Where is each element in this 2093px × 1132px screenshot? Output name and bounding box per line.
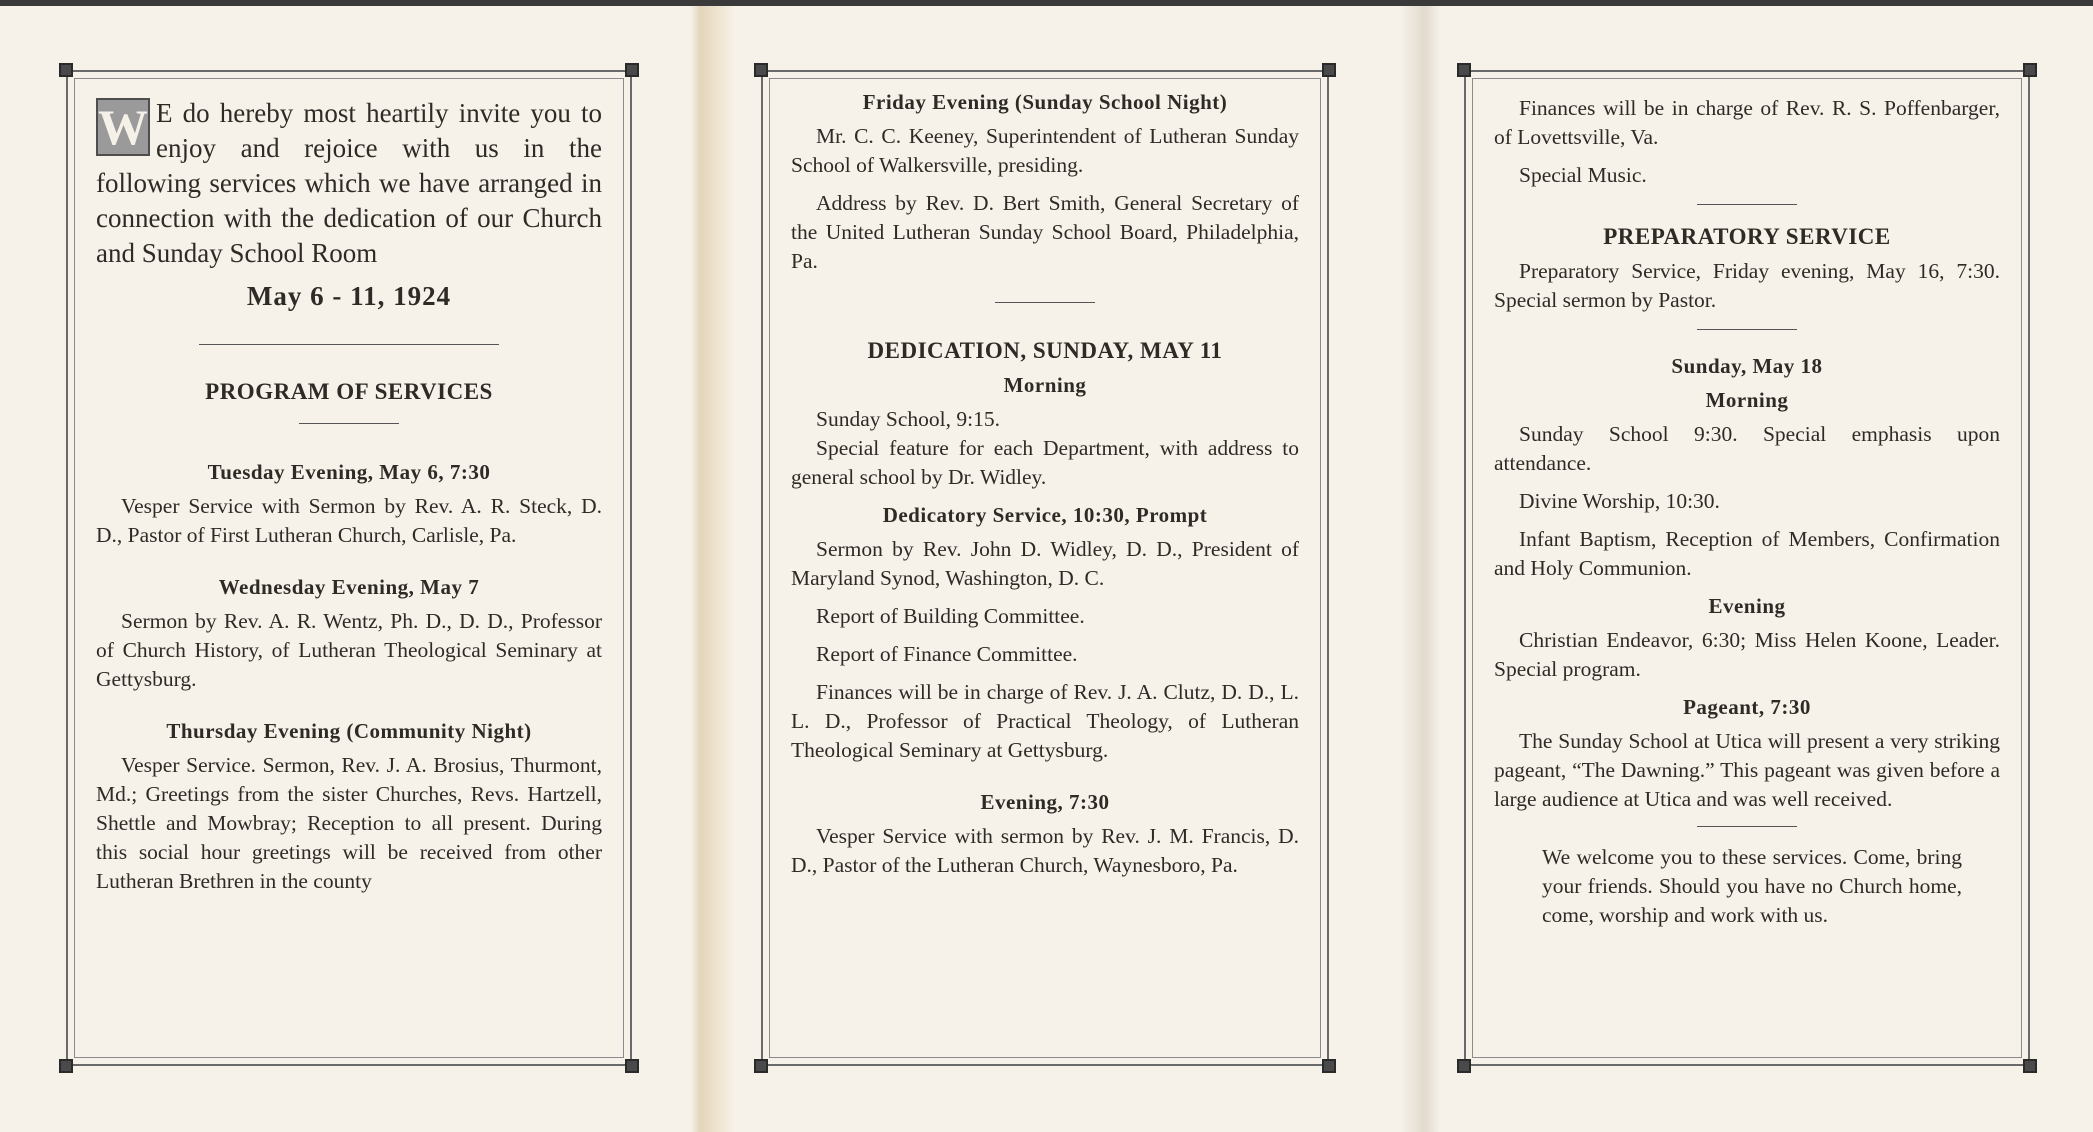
program-title: PROGRAM OF SERVICES [205,379,493,404]
tuesday-text: Vesper Service with Sermon by Rev. A. R. Steck, D. D., Pastor of First Lutheran Church, Carlisle, Pa. [96,494,602,547]
dedicatory-service-heading: Dedicatory Service, 10:30, Prompt [882,503,1208,527]
report-finance: Report of Finance Committee. [816,642,1078,666]
morning-text-3: Infant Baptism, Reception of Members, Confirmation and Holy Communion. [1494,527,2000,580]
welcome-text: We welcome you to these services. Come, bring your friends. Should you have no Church home, come, worship and work with us. [1542,845,1962,927]
corner-ornament-icon [1322,63,1336,77]
corner-ornament-icon [2023,63,2037,77]
pageant-text: The Sunday School at Utica will present a very striking pageant, “The Dawning.” This pageant was given before a large audience at Utica and was well received. [1494,729,2000,811]
corner-ornament-icon [1457,1059,1471,1073]
pageant-heading: Pageant, 7:30 [1683,695,1811,719]
wednesday-text: Sermon by Rev. A. R. Wentz, Ph. D., D. D., Professor of Church History, of Lutheran Theological Seminary at Gettysburg. [96,609,602,691]
report-building: Report of Building Committee. [816,604,1085,628]
invitation-text: E do hereby most heartily invite you to enjoy and rejoice with us in the following services which we have arranged in connection with the dedication of our Church and Sunday School Room [96,98,602,268]
corner-ornament-icon [754,1059,768,1073]
corner-ornament-icon [625,63,639,77]
sunday-school-time: Sunday School, 9:15. [816,407,1000,431]
divider [1697,204,1797,205]
finances-text: Finances will be in charge of Rev. R. S. Poffenbarger, of Lovettsville, Va. [1494,96,2000,149]
corner-ornament-icon [59,1059,73,1073]
dedication-evening-heading: Evening, 7:30 [980,790,1110,814]
may18-evening-heading: Evening [1708,594,1786,618]
dedicatory-text: Sermon by Rev. John D. Widley, D. D., President of Maryland Synod, Washington, D. C. [791,537,1299,590]
dedication-morning-heading: Morning [1003,373,1087,397]
preparatory-text: Preparatory Service, Friday evening, May 16, 7:30. Special sermon by Pastor. [1494,259,2000,312]
divider [299,423,399,424]
thursday-heading: Thursday Evening (Community Night) [166,719,532,743]
special-music: Special Music. [1519,163,1647,187]
evening-text: Christian Endeavor, 6:30; Miss Helen Koone, Leader. Special program. [1494,628,2000,681]
morning-text-2: Divine Worship, 10:30. [1519,489,1720,513]
divider [1697,329,1797,330]
friday-text-2: Address by Rev. D. Bert Smith, General Secretary of the United Lutheran Sunday School Board, Philadelphia, Pa. [791,191,1299,273]
finances-text: Finances will be in charge of Rev. J. A. Clutz, D. D., L. L. D., Professor of Practical Theology, of Lutheran Theological Seminary at Gettysburg. [791,680,1299,762]
dedication-heading: DEDICATION, SUNDAY, MAY 11 [867,338,1223,363]
corner-ornament-icon [754,63,768,77]
top-edge [0,0,2093,6]
friday-text-1: Mr. C. C. Keeney, Superintendent of Lutheran Sunday School of Walkersville, presiding. [791,124,1299,177]
may18-morning-heading: Morning [1705,388,1789,412]
corner-ornament-icon [1322,1059,1336,1073]
special-feature-text: Special feature for each Department, with address to general school by Dr. Widley. [791,436,1299,489]
event-dates: May 6 - 11, 1924 [246,281,452,311]
preparatory-heading: PREPARATORY SERVICE [1603,224,1891,249]
panel-left [66,70,632,1066]
dropcap-letter: W [98,99,148,155]
panel-right [1464,70,2030,1066]
corner-ornament-icon [2023,1059,2037,1073]
divider [1697,826,1797,827]
morning-text-1: Sunday School 9:30. Special emphasis upon attendance. [1494,422,2000,475]
wednesday-heading: Wednesday Evening, May 7 [218,575,480,599]
sunday-may18-heading: Sunday, May 18 [1671,354,1823,378]
evening-text: Vesper Service with sermon by Rev. J. M. Francis, D. D., Pastor of the Lutheran Church, Waynesboro, Pa. [791,824,1299,877]
panel-middle [761,70,1329,1066]
invitation-paragraph [96,96,602,271]
divider [199,344,499,345]
corner-ornament-icon [1457,63,1471,77]
corner-ornament-icon [59,63,73,77]
thursday-text: Vesper Service. Sermon, Rev. J. A. Brosius, Thurmont, Md.; Greetings from the sister Churches, Revs. Hartzell, Shettle and Mowbray; Reception to all present. During this social hour greetings will be received from other Lutheran Brethren in the county [96,753,602,893]
tuesday-heading: Tuesday Evening, May 6, 7:30 [207,460,491,484]
divider [995,302,1095,303]
friday-heading: Friday Evening (Sunday School Night) [862,90,1228,114]
corner-ornament-icon [625,1059,639,1073]
